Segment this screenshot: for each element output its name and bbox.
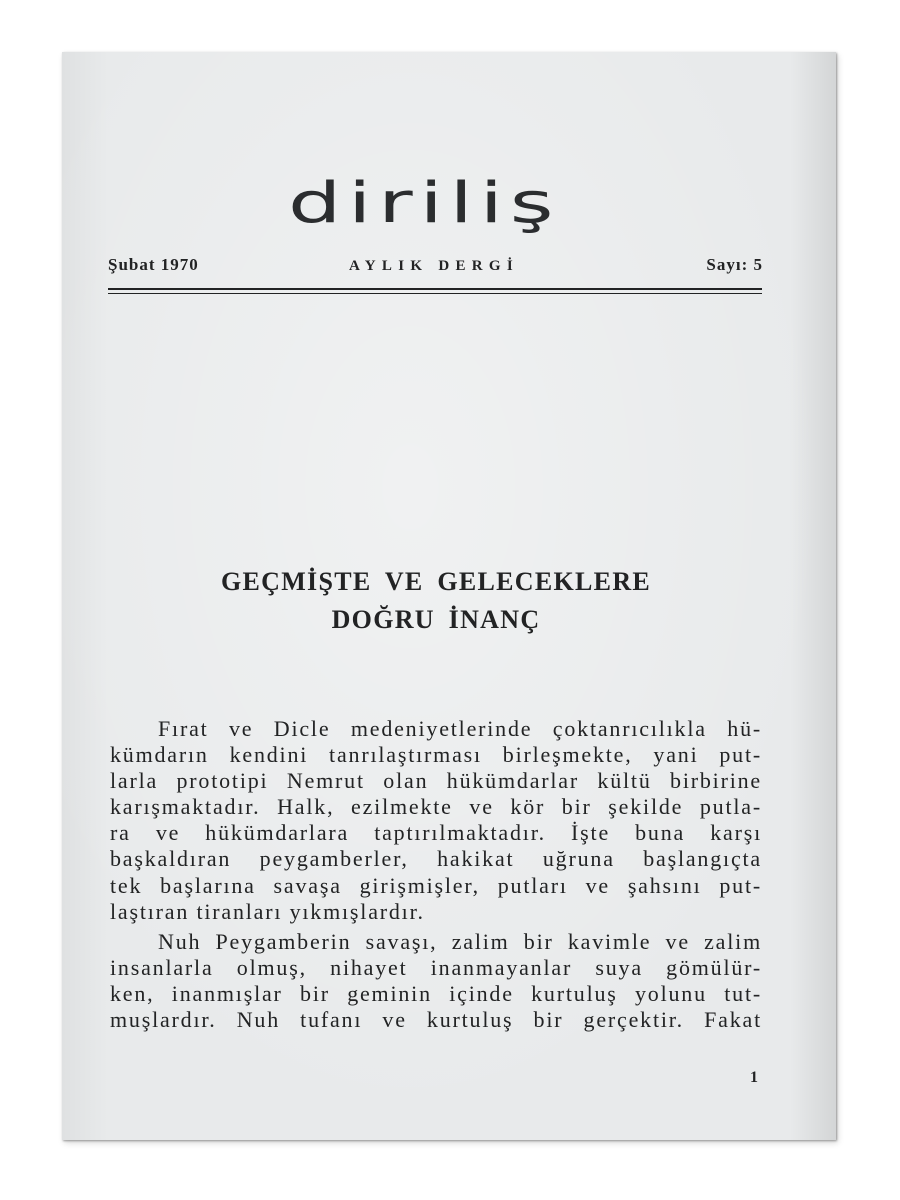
body-text-line: Nuh Peygamberin savaşı, zalim bir kavimle ve zalim bbox=[158, 928, 762, 954]
body-text-line: ken, inanmışlar bir geminin içinde kurtuluş yolunu tut- bbox=[110, 980, 762, 1006]
page-number: 1 bbox=[750, 1069, 758, 1086]
body-text-line: larla prototipi Nemrut olan hükümdarlar kültü birbirine bbox=[110, 768, 762, 794]
article-paragraph bbox=[110, 929, 762, 1033]
issue-number: Sayı: 5 bbox=[706, 255, 763, 274]
body-text-line: muşlardır. Nuh tufanı ve kurtuluş bir gerçektir. Fakat bbox=[110, 1007, 762, 1033]
masthead-logo bbox=[282, 163, 582, 243]
body-text-line: laştıran tiranları yıkmışlardır. bbox=[110, 898, 425, 924]
body-text-line: Fırat ve Dicle medeniyetlerinde çoktanrıcılıkla hü- bbox=[158, 716, 762, 741]
article-title-line: GEÇMİŞTE VE GELECEKLERE bbox=[220, 567, 652, 596]
body-text-line: ra ve hükümdarlara taptırılmaktadır. İşte buna karşı bbox=[110, 820, 762, 846]
article-title-line: DOĞRU İNANÇ bbox=[331, 605, 541, 634]
logo-text: diriliş bbox=[288, 170, 554, 236]
article-paragraph bbox=[110, 716, 762, 925]
magazine-subtitle: AYLIK DERGİ bbox=[349, 258, 520, 274]
body-text-line: kümdarın kendini tanrılaştırması birleşmekte, yani put- bbox=[110, 742, 762, 768]
issue-date: Şubat 1970 bbox=[108, 255, 199, 274]
body-text-line: tek başlarına savaşa girişmişler, putları ve şahsını put- bbox=[110, 872, 762, 898]
body-text-line: insanlarla olmuş, nihayet inanmayanlar suya gömülür- bbox=[110, 954, 762, 980]
masthead-double-rule bbox=[108, 288, 762, 294]
body-text-line: karışmaktadır. Halk, ezilmekte ve kör bir şekilde putla- bbox=[110, 794, 762, 820]
body-text-line: başkaldıran peygamberler, hakikat uğruna başlangıçta bbox=[110, 846, 762, 872]
article-body bbox=[110, 716, 762, 1033]
